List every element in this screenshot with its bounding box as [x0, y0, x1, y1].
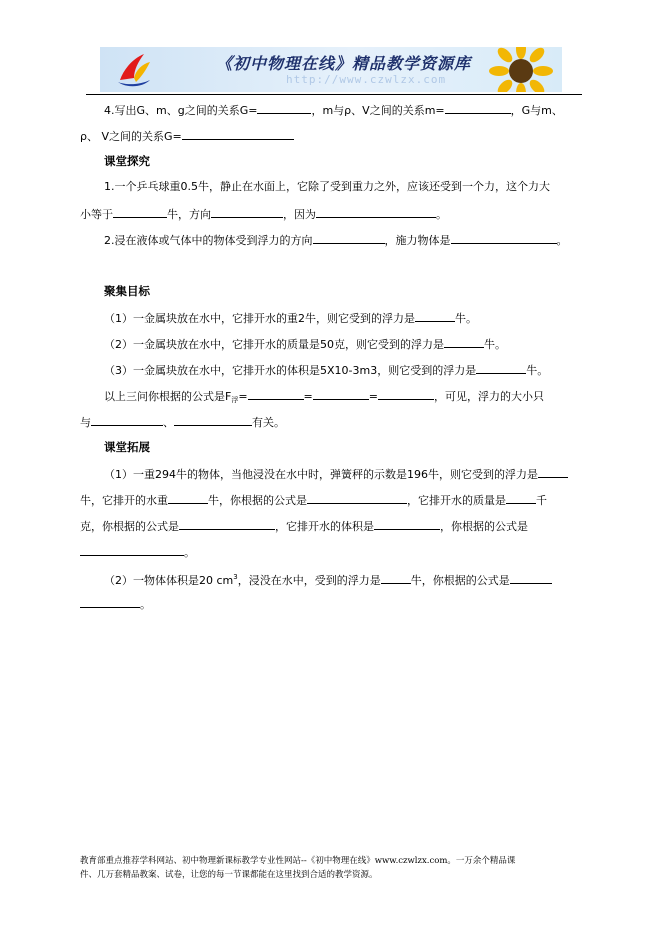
s3-p1-line-2: 牛，它排开的水重 牛，你根据的公式是 ，它排开水的质量是 千 [80, 494, 547, 507]
sunflower-icon [486, 47, 556, 92]
answer-blank[interactable] [113, 206, 167, 218]
s3-q2-line-1: （2）一物体体积是20 $cm^3$，浸没在水中，受到的浮力是 牛，你根据的公式是 [104, 570, 552, 588]
answer-blank[interactable] [538, 466, 568, 478]
section-heading-goals: 聚集目标 [104, 284, 150, 298]
page-footer [80, 854, 590, 882]
answer-blank[interactable] [313, 388, 369, 400]
answer-blank[interactable] [316, 206, 436, 218]
answer-blank[interactable] [451, 232, 557, 244]
answer-blank[interactable] [174, 414, 252, 426]
answer-blank[interactable] [510, 572, 552, 584]
answer-blank[interactable] [506, 492, 536, 504]
header-rule [86, 94, 582, 95]
banner-title: 《初中物理在线》精品教学资源库 [216, 54, 472, 73]
answer-blank[interactable] [80, 544, 184, 556]
site-logo-icon [114, 50, 154, 88]
s2-item-1: （1）一金属块放在水中，它排开水的重2牛，则它受到的浮力是 牛。 [104, 312, 477, 325]
s3-p1-line-1: （1）一重294牛的物体，当他浸没在水中时，弹簧秤的示数是196牛，则它受到的浮力是 [104, 466, 568, 482]
answer-blank[interactable] [257, 102, 311, 114]
answer-blank[interactable] [179, 518, 275, 530]
answer-blank[interactable] [168, 492, 208, 504]
s1-p1-line-1: 1.一个乒乓球重0.5牛，静止在水面上，它除了受到重力之外，应该还受到一个力，这个力大 [104, 180, 550, 193]
s2-item-2: （2）一金属块放在水中，它排开水的质量是50克，则它受到的浮力是 牛。 [104, 338, 506, 351]
s3-p1-line-3: 克，你根据的公式是 ，它排开水的体积是 ，你根据的公式是 [80, 520, 528, 533]
section-heading-explore: 课堂探究 [104, 154, 150, 168]
answer-blank[interactable] [374, 518, 440, 530]
header-banner [100, 47, 562, 92]
answer-blank[interactable] [211, 206, 283, 218]
answer-blank[interactable] [91, 414, 163, 426]
s2-item-3: （3）一金属块放在水中，它排开水的体积是5X10-3m3，则它受到的浮力是 牛。 [104, 364, 549, 377]
answer-blank[interactable] [80, 596, 140, 608]
s1-p2: 2.浸在液体或气体中的物体受到浮力的方向 ，施力物体是 。 [104, 234, 568, 247]
s3-q2-line-2: 。 [80, 596, 151, 612]
answer-blank[interactable] [248, 388, 304, 400]
answer-blank[interactable] [378, 388, 434, 400]
answer-blank[interactable] [307, 492, 407, 504]
section-heading-extend: 课堂拓展 [104, 440, 150, 454]
answer-blank[interactable] [415, 310, 455, 322]
answer-blank[interactable] [182, 128, 294, 140]
s2-formula-line-2: 与 、 有关。 [80, 416, 285, 429]
answer-blank[interactable] [313, 232, 385, 244]
s1-p1-line-2: 小等于 牛，方向 ，因为 。 [80, 208, 447, 221]
answer-blank[interactable] [381, 572, 411, 584]
q4-line-1: 4.写出G、m、g之间的关系G= ，m与ρ、V之间的关系m= ，G与m、 [104, 104, 563, 117]
answer-blank[interactable] [445, 102, 511, 114]
footer-line-2: 件、几万套精品教案、试卷，让您的每一节课都能在这里找到合适的教学资源。 [80, 870, 378, 880]
s3-p1-line-4: 。 [80, 544, 195, 560]
s2-formula-line: 以上三问你根据的公式是$F_浮=$ = = ，可见，浮力的大小只 [104, 390, 544, 404]
answer-blank[interactable] [476, 362, 526, 374]
answer-blank[interactable] [444, 336, 484, 348]
footer-line-1: 教育部重点推荐学科网站、初中物理新课标教学专业性网站--《初中物理在线》www.czwlzx.com。一万余个精品课 [80, 856, 516, 866]
q4-line-2: ρ、 V之间的关系G= [80, 128, 294, 144]
banner-url: http://www.czwlzx.com [286, 73, 447, 86]
